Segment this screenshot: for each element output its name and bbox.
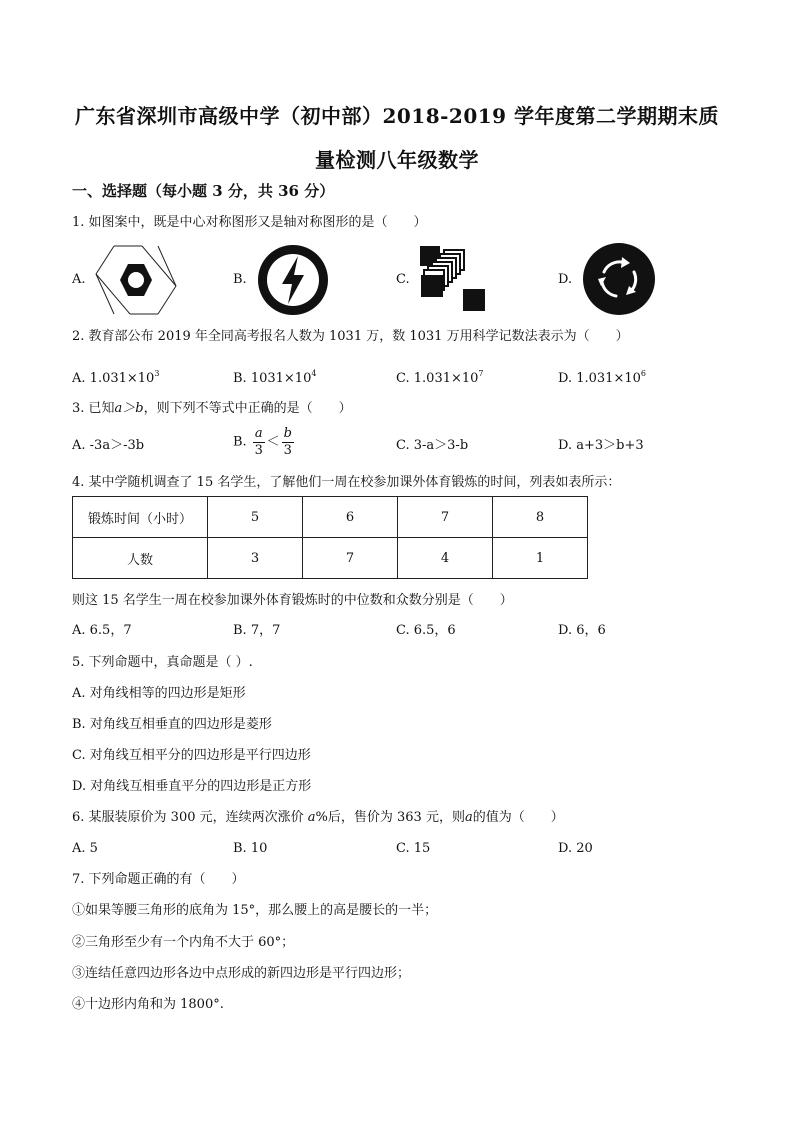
question-4-stem: 4. 某中学随机调查了 15 名学生，了解他们一周在校参加课外体育锻炼的时间，列表如表所示： [72, 475, 621, 490]
q7-statement-4: ④十边形内角和为 1800°. [72, 997, 224, 1012]
q3-option-c: C. 3‐a＞3‐b [396, 438, 469, 453]
q7-statement-3: ③连结任意四边形各边中点形成的新四边形是平行四边形； [72, 966, 411, 981]
table-cell: 锻炼时间（小时） [73, 497, 208, 538]
q5-option-d: D. 对角线互相垂直平分的四边形是正方形 [72, 779, 312, 794]
table-cell: 1 [493, 538, 588, 579]
q1-option-c-label: C. [396, 272, 410, 287]
q5-option-b: B. 对角线互相垂直的四边形是菱形 [72, 717, 272, 732]
table-cell: 6 [303, 497, 398, 538]
table-row [73, 497, 588, 538]
question-7-stem: 7. 下列命题正确的有（ ） [72, 872, 245, 887]
question-6-stem: 6. 某服装原价为 300 元，连续两次涨价 a%后，售价为 363 元，则a的值为（ ） [72, 810, 564, 825]
question-3-stem: 3. 已知a＞b，则下列不等式中正确的是（ ） [72, 401, 352, 416]
q1-option-b-label: B. [233, 272, 247, 287]
q6-option-b: B. 10 [233, 841, 268, 856]
lightning-circle-icon [257, 244, 329, 316]
q2-option-c: C. $1.031\times 10^7$ [396, 369, 484, 386]
table-row [73, 538, 588, 579]
q6-option-d: D. 20 [558, 841, 593, 856]
q4-option-a: A. 6.5，7 [72, 623, 132, 638]
q3-option-b: B. $\frac{a}{3}$ ＜ $\frac{b}{3}$ [233, 426, 292, 458]
q3-option-d: D. a+3＞b+3 [558, 438, 644, 453]
q2-option-b: B. $1031\times 10^4$ [233, 369, 317, 386]
q4-option-b: B. 7，7 [233, 623, 281, 638]
q6-option-a: A. 5 [72, 841, 98, 856]
q4-option-c: C. 6.5，6 [396, 623, 456, 638]
table-cell: 8 [493, 497, 588, 538]
question-4-prompt: 则这 15 名学生一周在校参加课外体育锻炼时的中位数和众数分别是（ ） [72, 593, 513, 608]
exam-title-line2: 量检测八年级数学 [315, 148, 479, 172]
q5-option-c: C. 对角线互相平分的四边形是平行四边形 [72, 748, 311, 763]
q5-option-a: A. 对角线相等的四边形是矩形 [72, 686, 246, 701]
staircase-squares-icon [420, 246, 486, 312]
table-cell: 3 [208, 538, 303, 579]
question-5-stem: 5. 下列命题中，真命题是（ ）. [72, 655, 253, 670]
table-cell: 7 [303, 538, 398, 579]
q2-option-a: A. $1.031\times 10^3$ [72, 369, 160, 386]
table-cell: 7 [398, 497, 493, 538]
q6-option-c: C. 15 [396, 841, 431, 856]
question-1-stem: 1. 如图案中，既是中心对称图形又是轴对称图形的是（ ） [72, 215, 427, 230]
circular-arrows-icon [582, 242, 656, 316]
table-cell: 人数 [73, 538, 208, 579]
q7-statement-1: ①如果等腰三角形的底角为 15°，那么腰上的高是腰长的一半； [72, 903, 438, 918]
table-cell: 5 [208, 497, 303, 538]
q7-statement-2: ②三角形至少有一个内角不大于 60°； [72, 935, 295, 950]
q1-option-d-label: D. [558, 272, 573, 287]
hexagon-pinwheel-icon [94, 244, 178, 316]
q2-option-d: D. $1.031\times 10^6$ [558, 369, 646, 386]
q3-option-a: A. ‐3a＞‐3b [72, 438, 145, 453]
exercise-time-table [72, 496, 588, 579]
exam-title-line1: 广东省深圳市高级中学（初中部）2018-2019 学年度第二学期期末质 [74, 104, 720, 128]
q4-option-d: D. 6，6 [558, 623, 606, 638]
q1-option-a-label: A. [72, 272, 86, 287]
table-cell: 4 [398, 538, 493, 579]
section-heading: 一、选择题（每小题 3 分，共 36 分） [72, 182, 335, 200]
question-2-stem: 2. 教育部公布 2019 年全同高考报名人数为 1031 万，数 1031 万用科学记数法表示为（ ） [72, 329, 629, 344]
